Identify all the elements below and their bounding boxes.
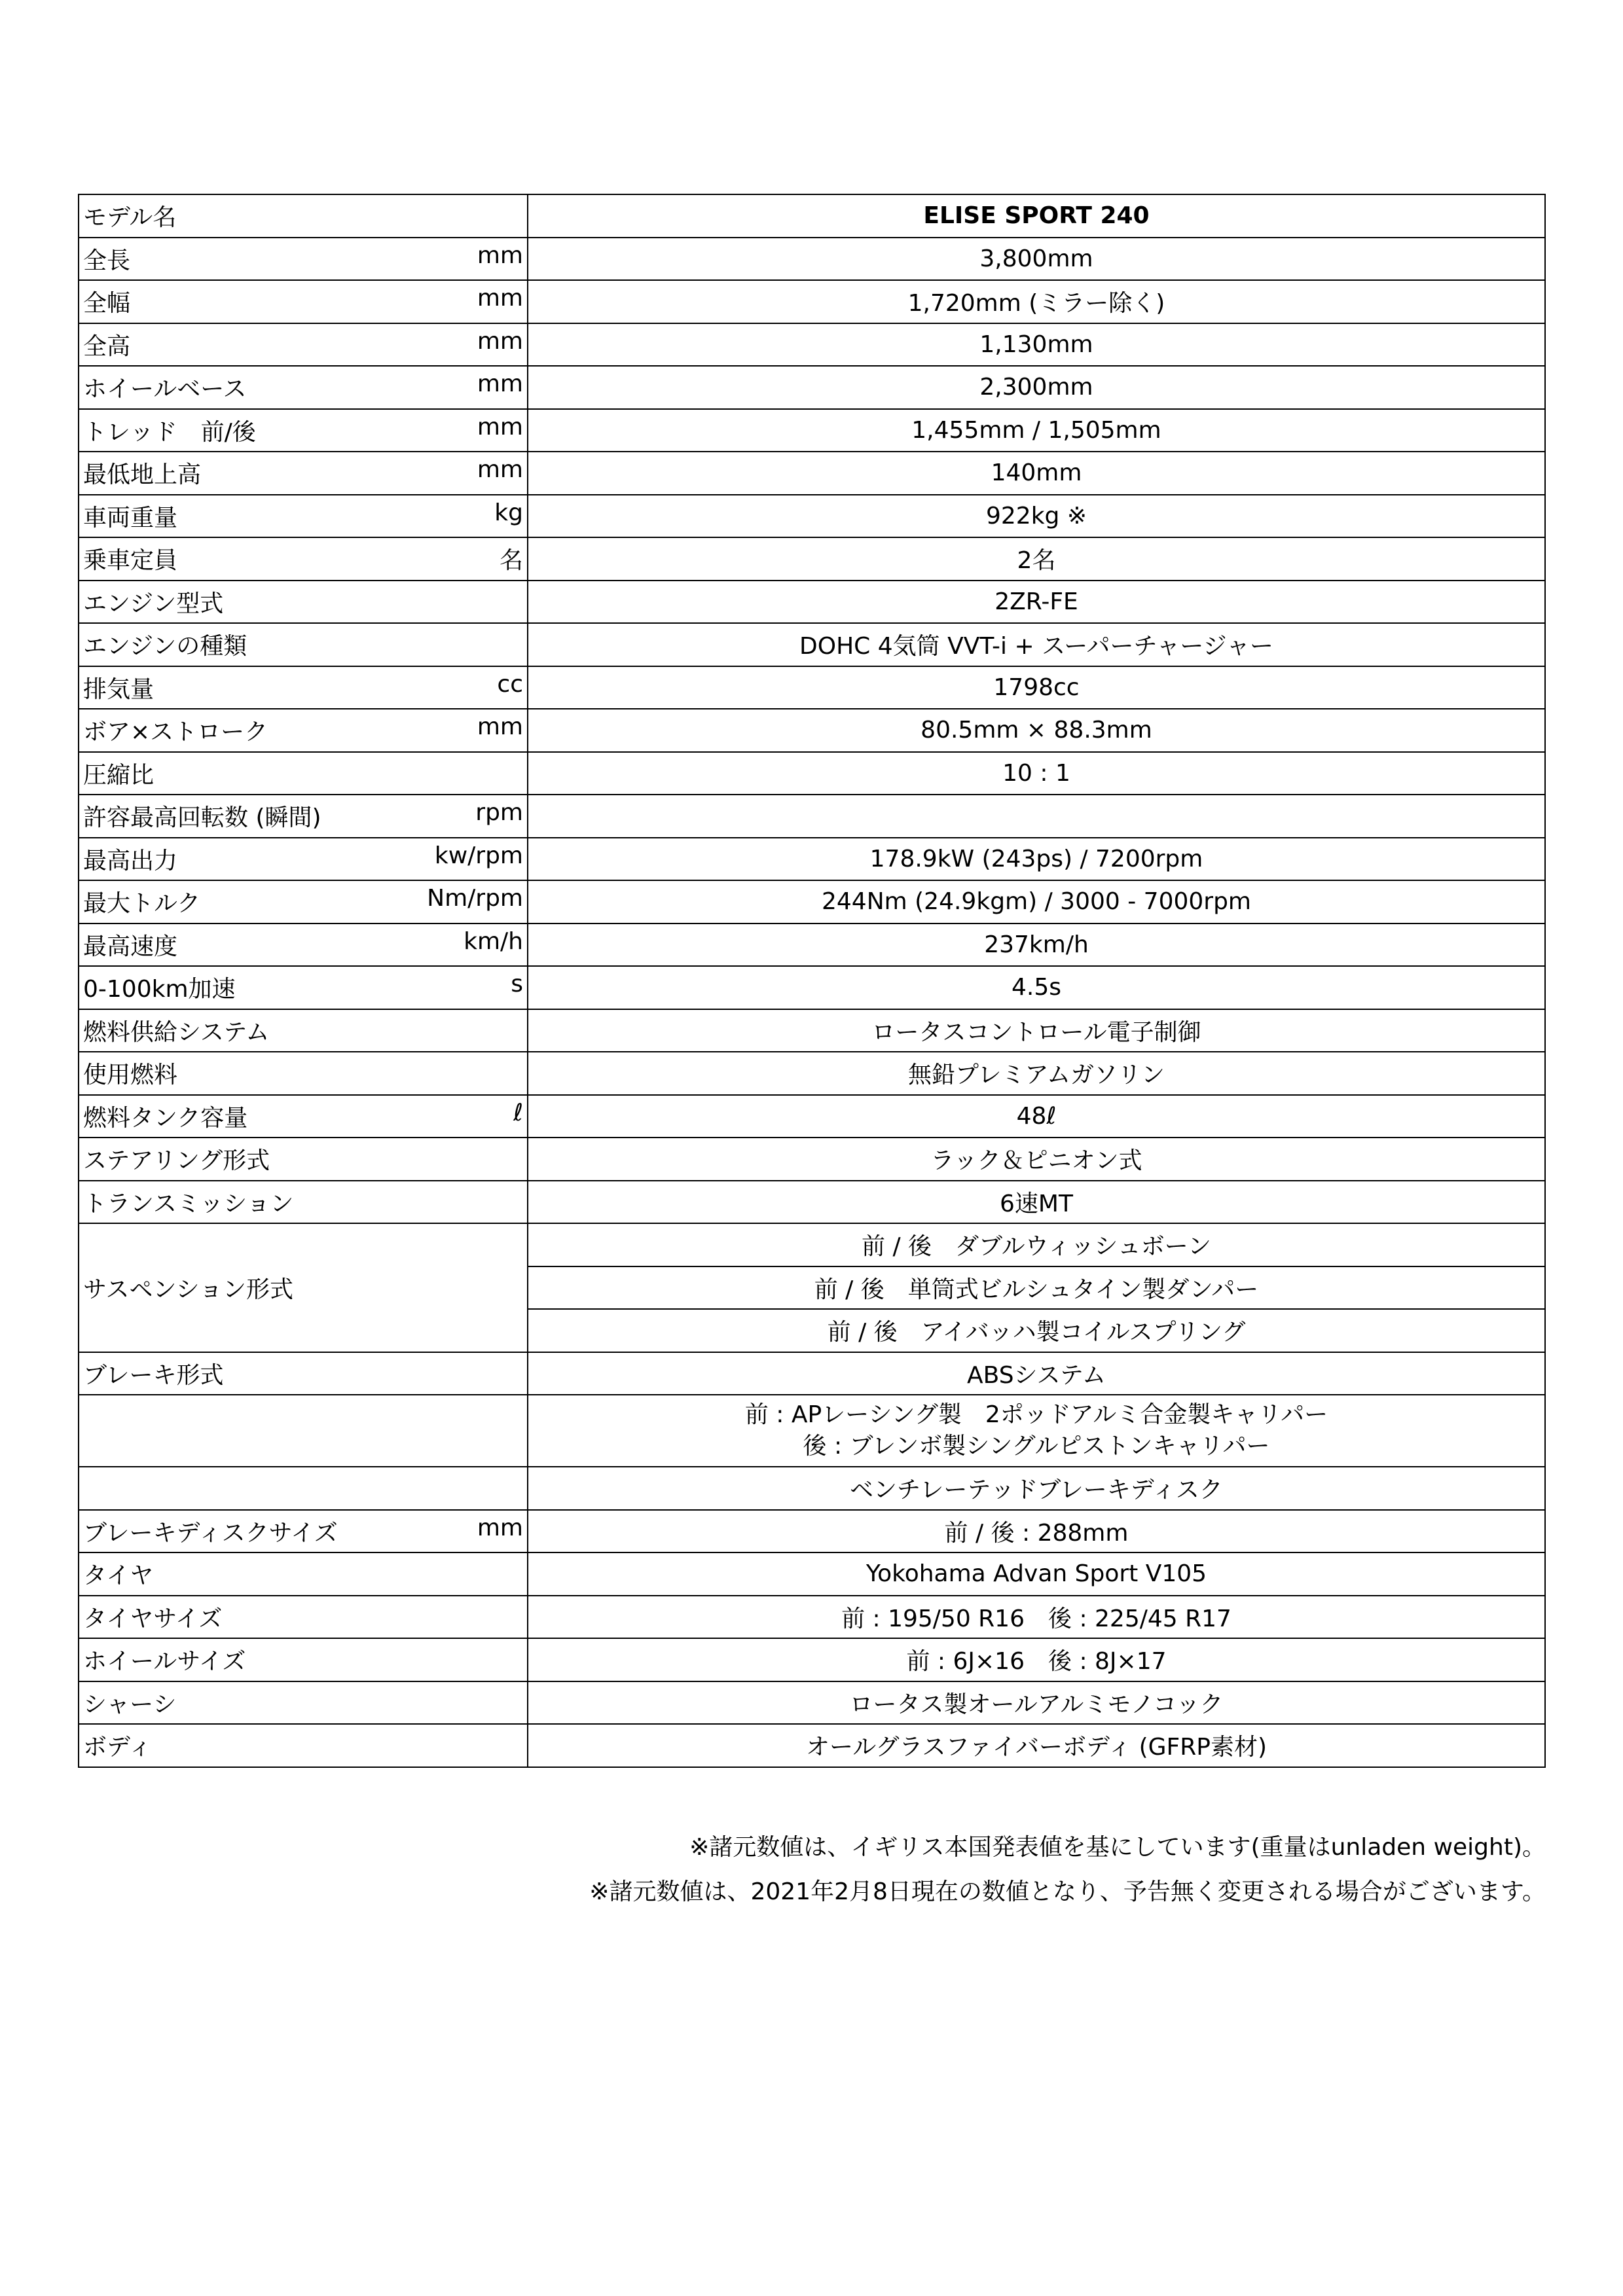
spec-label: 許容最高回転数 (瞬間) [83, 804, 321, 832]
spec-value: 244Nm (24.9kgm) / 3000 - 7000rpm [528, 880, 1545, 924]
model-name: ELISE SPORT 240 [528, 194, 1545, 238]
spec-label: 車両重量 [83, 504, 178, 531]
spec-unit: mm [477, 1514, 523, 1541]
spec-label: 最大トルク [83, 890, 201, 918]
table-row [79, 795, 1545, 838]
model-label-cell [79, 194, 528, 238]
spec-value: 4.5s [528, 966, 1545, 1009]
spec-label: 0-100km加速 [83, 976, 236, 1003]
spec-label-cell [79, 1724, 528, 1767]
table-row [79, 1596, 1545, 1639]
spec-label-cell [79, 323, 528, 367]
spec-label: 最低地上高 [83, 461, 202, 489]
table-row [79, 537, 1545, 581]
spec-value: 1798cc [528, 666, 1545, 709]
table-row [79, 1052, 1545, 1095]
table-row [79, 1638, 1545, 1681]
spec-value: ベンチレーテッドブレーキディスク [528, 1467, 1545, 1510]
spec-value: 3,800mm [528, 238, 1545, 281]
spec-unit: kg [494, 499, 523, 526]
spec-label-cell [79, 1638, 528, 1681]
spec-value: ABSシステム [528, 1352, 1545, 1395]
spec-label: 使用燃料 [83, 1062, 178, 1089]
spec-label-cell [79, 409, 528, 452]
spec-unit: 名 [499, 547, 523, 575]
spec-value [528, 1395, 1545, 1467]
spec-label: 全高 [83, 332, 131, 360]
spec-label-cell [79, 709, 528, 752]
spec-value: オールグラスファイバーボディ (GFRP素材) [528, 1724, 1545, 1767]
spec-label: トレッド 前/後 [83, 418, 256, 446]
spec-value: 前 / 後 : 288mm [528, 1510, 1545, 1553]
spec-label: ステアリング形式 [83, 1147, 270, 1175]
spec-unit: mm [477, 242, 523, 269]
spec-label: ホイールベース [83, 376, 247, 403]
table-row [79, 581, 1545, 624]
spec-value: 6速MT [528, 1181, 1545, 1224]
spec-label-cell [79, 1223, 528, 1352]
spec-value: ロータスコントロール電子制御 [528, 1009, 1545, 1052]
spec-value: 前 / 後 単筒式ビルシュタイン製ダンパー [528, 1266, 1545, 1310]
spec-value: 80.5mm × 88.3mm [528, 709, 1545, 752]
spec-unit: cc [497, 670, 523, 698]
spec-unit: mm [477, 713, 523, 741]
spec-value: Yokohama Advan Sport V105 [528, 1552, 1545, 1596]
spec-value: ラック＆ピニオン式 [528, 1138, 1545, 1181]
spec-label-cell [79, 1352, 528, 1395]
spec-value: 2,300mm [528, 366, 1545, 409]
spec-label-cell [79, 924, 528, 967]
table-row [79, 880, 1545, 924]
spec-value: 178.9kW (243ps) / 7200rpm [528, 838, 1545, 881]
spec-value: 前 / 後 ダブルウィッシュボーン [528, 1223, 1545, 1266]
table-row [79, 924, 1545, 967]
spec-label-cell [79, 1095, 528, 1138]
spec-label: サスペンション形式 [83, 1276, 293, 1303]
table-row [79, 1138, 1545, 1181]
spec-value: 10 : 1 [528, 752, 1545, 795]
spec-value: DOHC 4気筒 VVT-i + スーパーチャージャー [528, 623, 1545, 666]
spec-unit: mm [477, 413, 523, 440]
table-row [79, 495, 1545, 538]
table-row [79, 1552, 1545, 1596]
spec-unit: km/h [464, 927, 523, 955]
spec-label-cell [79, 495, 528, 538]
table-row [79, 1681, 1545, 1725]
spec-label: 乗車定員 [83, 547, 178, 575]
spec-value: 1,720mm (ミラー除く) [528, 280, 1545, 323]
footnote-date: ※諸元数値は、2021年2月8日現在の数値となり、予告無く変更される場合がございます。 [589, 1878, 1546, 1905]
spec-unit: s [511, 971, 523, 998]
spec-unit: Nm/rpm [427, 885, 523, 912]
spec-label-cell [79, 238, 528, 281]
spec-label-cell [79, 280, 528, 323]
spec-unit: kw/rpm [434, 842, 523, 869]
spec-label-cell [79, 623, 528, 666]
spec-label: ホイールサイズ [83, 1648, 246, 1676]
spec-label-cell [79, 795, 528, 838]
spec-label-cell [79, 838, 528, 881]
spec-label: 最高速度 [83, 933, 178, 960]
table-row [79, 452, 1545, 495]
table-row [79, 1009, 1545, 1052]
spec-label: トランスミッション [83, 1190, 294, 1217]
spec-label: エンジンの種類 [83, 633, 247, 660]
spec-label-cell [79, 1467, 528, 1510]
spec-unit: mm [477, 456, 523, 484]
footnote-weight: ※諸元数値は、イギリス本国発表値を基にしています(重量はunladen weight)。 [689, 1834, 1546, 1861]
spec-label-cell [79, 1510, 528, 1553]
table-row [79, 1724, 1545, 1767]
spec-label-cell [79, 880, 528, 924]
spec-label-cell [79, 452, 528, 495]
spec-label-cell [79, 966, 528, 1009]
table-row [79, 623, 1545, 666]
spec-unit: ℓ [513, 1099, 523, 1126]
spec-unit: mm [477, 327, 523, 355]
spec-label-cell [79, 1596, 528, 1639]
spec-value: 前 : 195/50 R16 後 : 225/45 R17 [528, 1596, 1545, 1639]
table-row-model [79, 194, 1545, 238]
spec-label: 排気量 [83, 675, 155, 703]
spec-unit: rpm [475, 799, 523, 827]
spec-label-cell [79, 1552, 528, 1596]
spec-value: 1,130mm [528, 323, 1545, 367]
spec-value: 922kg ※ [528, 495, 1545, 538]
spec-value: 48ℓ [528, 1095, 1545, 1138]
table-row [79, 1095, 1545, 1138]
spec-label-cell [79, 1138, 528, 1181]
table-row [79, 838, 1545, 881]
spec-label-cell [79, 752, 528, 795]
table-row [79, 966, 1545, 1009]
spec-label-cell [79, 1052, 528, 1095]
table-row [79, 1510, 1545, 1553]
spec-value: 1,455mm / 1,505mm [528, 409, 1545, 452]
spec-label: ボア×ストローク [83, 719, 268, 746]
spec-label-cell [79, 1395, 528, 1467]
spec-label: 燃料供給システム [83, 1018, 270, 1046]
spec-label: エンジン型式 [83, 590, 224, 617]
spec-value: 無鉛プレミアムガソリン [528, 1052, 1545, 1095]
spec-value: 前 : 6J×16 後 : 8J×17 [528, 1638, 1545, 1681]
spec-value-line: 後 : ブレンボ製シングルピストンキャリパー [803, 1433, 1270, 1460]
model-label: モデル名 [83, 204, 177, 232]
table-row [79, 238, 1545, 281]
spec-label: 全幅 [83, 290, 131, 317]
spec-value: 140mm [528, 452, 1545, 495]
spec-label: 燃料タンク容量 [83, 1104, 248, 1132]
table-row [79, 409, 1545, 452]
spec-unit: mm [477, 370, 523, 398]
spec-value: 2名 [528, 537, 1545, 581]
table-row [79, 1181, 1545, 1224]
spec-label: タイヤサイズ [83, 1605, 223, 1632]
spec-label-cell [79, 366, 528, 409]
spec-label: 全長 [83, 247, 131, 274]
spec-label: タイヤ [83, 1562, 154, 1590]
spec-label: 圧縮比 [83, 761, 155, 789]
spec-label-cell [79, 1181, 528, 1224]
table-row [79, 1395, 1545, 1467]
spec-label-cell [79, 537, 528, 581]
table-row [79, 666, 1545, 709]
table-row [79, 752, 1545, 795]
spec-label: 最高出力 [83, 847, 178, 874]
spec-value-line: 前 : APレーシング製 2ポッドアルミ合金製キャリパー [744, 1401, 1328, 1428]
spec-label-cell [79, 666, 528, 709]
spec-label: ブレーキディスクサイズ [83, 1519, 338, 1547]
table-row [79, 323, 1545, 367]
table-row [79, 1223, 1545, 1266]
spec-value: 2ZR-FE [528, 581, 1545, 624]
spec-value: 237km/h [528, 924, 1545, 967]
table-row [79, 1467, 1545, 1510]
spec-label: ブレーキ形式 [83, 1361, 224, 1389]
spec-label: ボディ [83, 1734, 153, 1761]
spec-label-cell [79, 581, 528, 624]
spec-value: 前 / 後 アイバッハ製コイルスプリング [528, 1309, 1545, 1352]
table-row [79, 280, 1545, 323]
table-row [79, 366, 1545, 409]
table-row [79, 1352, 1545, 1395]
spec-unit: mm [477, 285, 523, 312]
spec-label-cell [79, 1681, 528, 1725]
spec-label-cell [79, 1009, 528, 1052]
spec-table [78, 194, 1546, 1768]
spec-value [528, 795, 1545, 838]
spec-value: ロータス製オールアルミモノコック [528, 1681, 1545, 1725]
table-row [79, 709, 1545, 752]
spec-label: シャーシ [83, 1691, 177, 1718]
